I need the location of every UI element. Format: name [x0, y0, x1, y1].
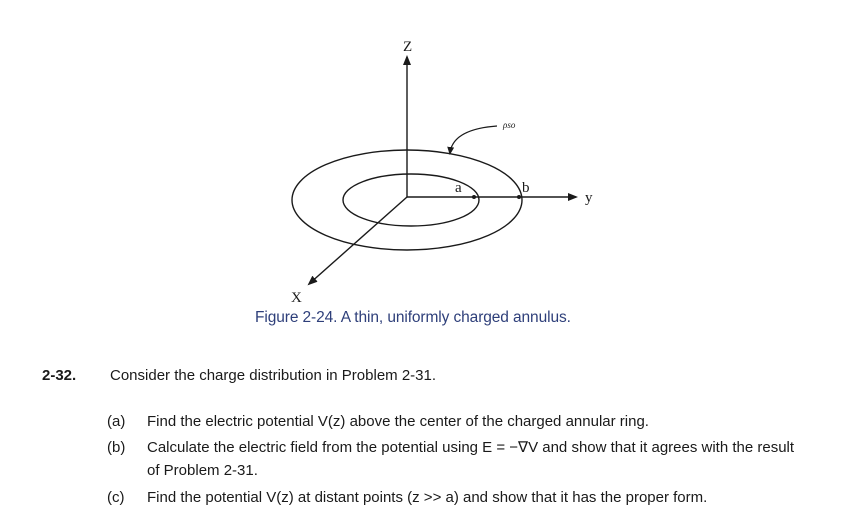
label-a: a	[455, 180, 462, 196]
point-b	[517, 195, 521, 199]
rho-label: ρso	[503, 120, 516, 130]
y-axis-label: y	[585, 190, 593, 206]
figure-caption: Figure 2-24. A thin, uniformly charged annulus.	[255, 309, 571, 326]
rho-pointer	[450, 126, 497, 153]
x-axis-label: X	[291, 290, 302, 306]
z-axis-label: Z	[403, 39, 413, 55]
part-b-text: Calculate the electric field from the potential using E = −∇V and show that it agrees with the result	[147, 439, 795, 456]
part-a	[107, 413, 649, 430]
problem-intro: Consider the charge distribution in Problem 2-31.	[110, 367, 437, 384]
point-a	[472, 195, 476, 199]
part-b-continuation: of Problem 2-31.	[147, 462, 258, 479]
problem-number: 2-32.	[42, 367, 77, 384]
part-b	[107, 438, 794, 456]
label-b: b	[522, 180, 530, 196]
x-axis	[309, 197, 407, 284]
part-a-text: Find the electric potential V(z) above the center of the charged annular ring.	[147, 413, 649, 430]
part-c	[107, 489, 707, 506]
part-c-text: Find the potential V(z) at distant points (z >> a) and show that it has the proper form.	[147, 489, 708, 506]
part-c-label: (c)	[107, 489, 125, 506]
part-b-label: (b)	[107, 439, 126, 456]
part-a-label: (a)	[107, 413, 126, 430]
